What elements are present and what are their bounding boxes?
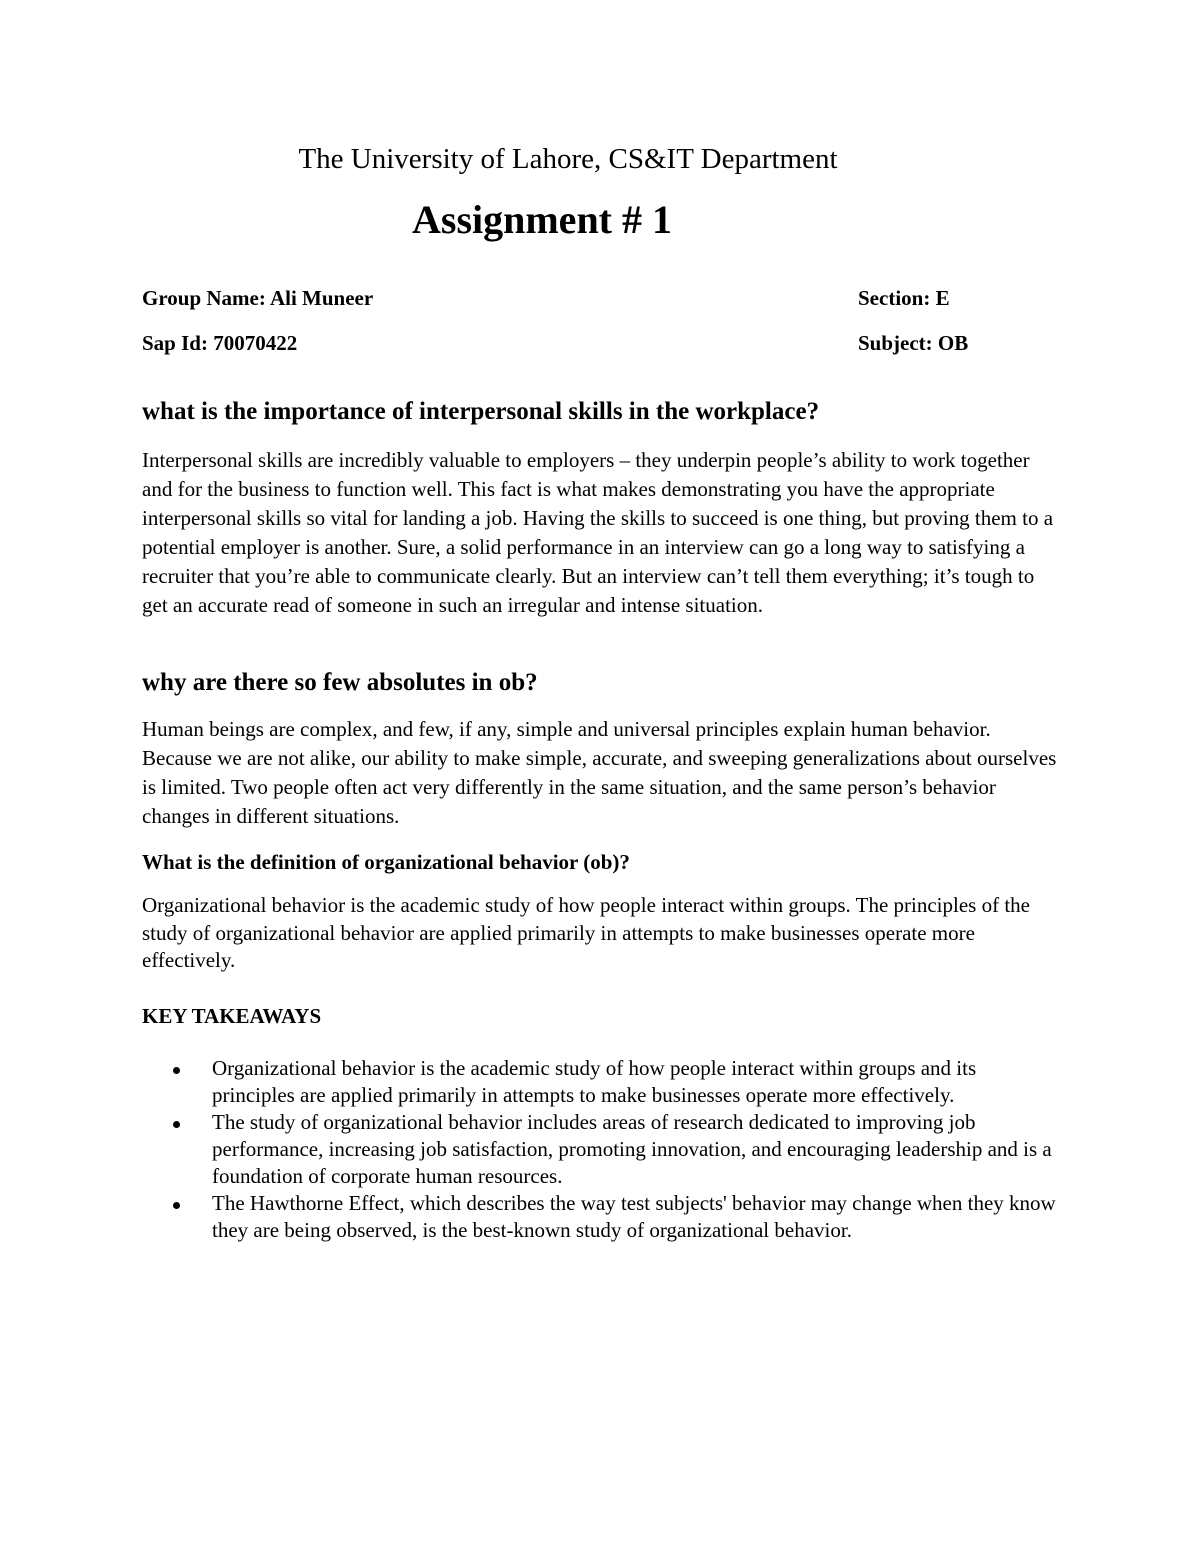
assignment-title: Assignment # 1	[411, 197, 673, 242]
list-item	[142, 1109, 1062, 1190]
list-item	[142, 1190, 1062, 1244]
section-body: Human beings are complex, and few, if any, simple and universal principles explain human behavior. Because we are not alike, our ability to make simple, accurate, and sweeping generalizations about ourselves is limited. Two people often act very differently in the same situation, and the same person’s behavior changes in different situations.	[142, 717, 1057, 828]
group-name: Group Name: Ali Muneer	[142, 286, 374, 310]
list-item	[142, 1055, 1062, 1109]
takeaways-heading: KEY TAKEAWAYS	[142, 1004, 322, 1028]
section-body: Interpersonal skills are incredibly valuable to employers – they underpin people’s ability to work together and for the business to function well. This fact is what makes demonstrating you have the appropriate interpersonal skills so vital for landing a job. Having the skills to succeed is one thing, but proving them to a potential employer is another. Sure, a solid performance in an interview can go a long way to satisfying a recruiter that you’re able to communicate clearly. But an interview can’t tell them everything; it’s tough to get an accurate read of someone in such an irregular and intense situation.	[142, 448, 1054, 617]
section-heading: What is the definition of organizational behavior (ob)?	[142, 850, 630, 874]
bullet-icon	[173, 1067, 180, 1074]
university-title: The University of Lahore, CS&IT Department	[298, 143, 838, 175]
bullet-icon	[173, 1202, 180, 1209]
takeaways-list	[142, 1055, 1062, 1244]
section-heading: what is the importance of interpersonal skills in the workplace?	[142, 398, 820, 425]
section-body: Organizational behavior is the academic study of how people interact within groups. The principles of the study of organizational behavior are applied primarily in attempts to make businesses operate more effectively.	[142, 893, 1030, 972]
section-heading: why are there so few absolutes in ob?	[142, 669, 538, 696]
subject-label: Subject: OB	[858, 331, 969, 355]
list-item-text: Organizational behavior is the academic study of how people interact within groups and its principles are applied primarily in attempts to make businesses operate more effectively.	[212, 1056, 977, 1107]
list-item-text: The Hawthorne Effect, which describes the way test subjects' behavior may change when they know they are being observed, is the best-known study of organizational behavior.	[212, 1191, 1056, 1242]
sap-id: Sap Id: 70070422	[142, 331, 298, 355]
bullet-icon	[173, 1121, 180, 1128]
list-item-text: The study of organizational behavior includes areas of research dedicated to improving job performance, increasing job satisfaction, promoting innovation, and encouraging leadership and is a foundation of corporate human resources.	[212, 1110, 1052, 1188]
section-label: Section: E	[858, 286, 950, 310]
